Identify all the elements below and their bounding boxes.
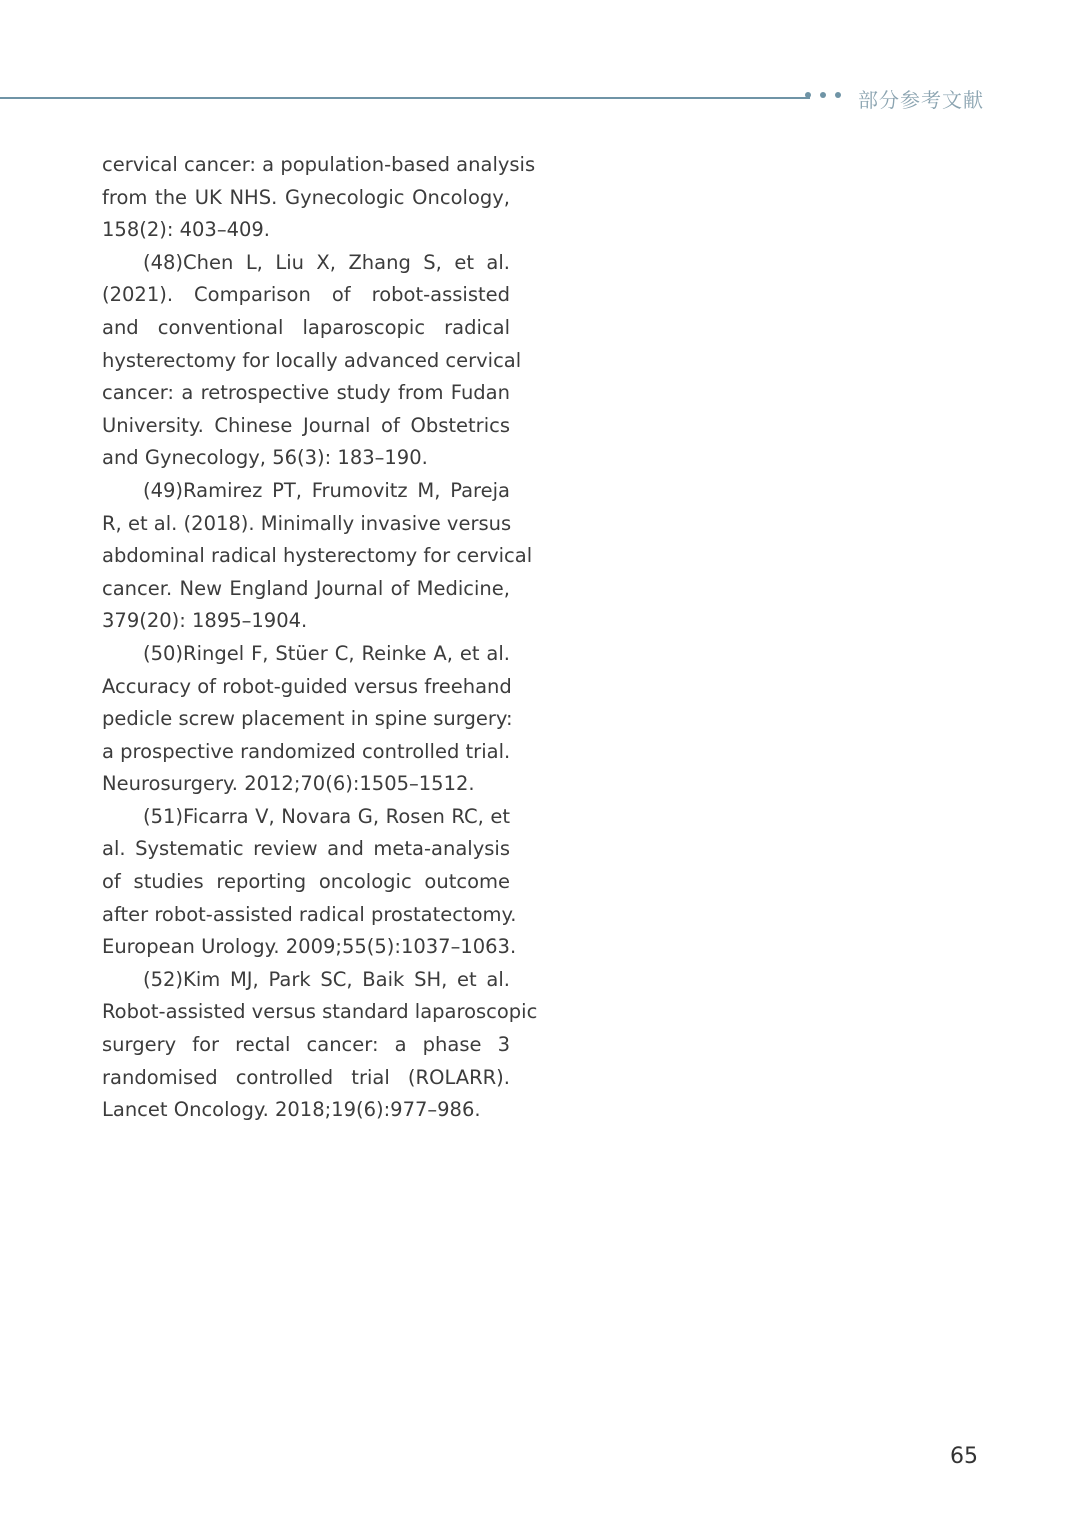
reference-line: Accuracy of robot-guided versus freehand: [102, 674, 512, 698]
reference-line: (2021). Comparison of robot-assisted: [102, 283, 510, 307]
reference-line: (50)Ringel F, Stüer C, Reinke A, et al.: [143, 641, 510, 665]
header-dots-icon: [805, 92, 841, 98]
reference-list: [102, 149, 538, 1127]
dot-icon: [820, 92, 826, 98]
reference-line: cancer. New England Journal of Medicine,: [102, 576, 510, 600]
reference-line: 379(20): 1895–1904.: [102, 609, 308, 633]
dot-icon: [805, 92, 811, 98]
reference-line: cervical cancer: a population-based analysis: [102, 153, 536, 176]
reference-line: surgery for rectal cancer: a phase 3: [102, 1033, 510, 1057]
reference-line: Lancet Oncology. 2018;19(6):977–986.: [102, 1098, 481, 1122]
reference-line: of studies reporting oncologic outcome: [102, 870, 510, 894]
reference-line: al. Systematic review and meta-analysis: [102, 837, 510, 861]
reference-line: R, et al. (2018). Minimally invasive versus: [102, 511, 512, 535]
header-rule: [0, 97, 810, 99]
reference-item: [102, 475, 533, 638]
reference-line: Robot-assisted versus standard laparoscopic: [102, 1000, 538, 1024]
reference-line: and Gynecology, 56(3): 183–190.: [102, 446, 428, 470]
reference-item: [102, 964, 538, 1127]
reference-line: 158(2): 403–409.: [102, 218, 270, 242]
reference-line: cancer: a retrospective study from Fudan: [102, 381, 510, 405]
reference-line: University. Chinese Journal of Obstetrics: [102, 413, 510, 437]
reference-line: hysterectomy for locally advanced cervical: [102, 348, 522, 372]
reference-line: (52)Kim MJ, Park SC, Baik SH, et al.: [143, 967, 510, 991]
reference-line: Neurosurgery. 2012;70(6):1505–1512.: [102, 772, 475, 796]
reference-line: European Urology. 2009;55(5):1037–1063.: [102, 935, 517, 959]
dot-icon: [835, 92, 841, 98]
reference-item: [102, 638, 513, 801]
page-number: 65: [950, 1444, 978, 1469]
reference-line: (51)Ficarra V, Novara G, Rosen RC, et: [143, 804, 510, 828]
reference-line: pedicle screw placement in spine surgery:: [102, 707, 513, 731]
reference-line: (49)Ramirez PT, Frumovitz M, Pareja: [143, 478, 510, 502]
reference-item: [102, 247, 522, 475]
reference-item: [102, 149, 536, 247]
reference-line: abdominal radical hysterectomy for cervical: [102, 544, 533, 568]
section-title: 部分参考文献: [858, 88, 984, 112]
reference-line: randomised controlled trial (ROLARR).: [102, 1065, 510, 1089]
reference-line: after robot-assisted radical prostatectomy.: [102, 902, 517, 926]
reference-item: [102, 801, 517, 964]
reference-line: and conventional laparoscopic radical: [102, 315, 510, 339]
reference-line: a prospective randomized controlled trial.: [102, 739, 511, 763]
reference-line: from the UK NHS. Gynecologic Oncology,: [102, 185, 510, 209]
reference-line: (48)Chen L, Liu X, Zhang S, et al.: [143, 250, 510, 274]
